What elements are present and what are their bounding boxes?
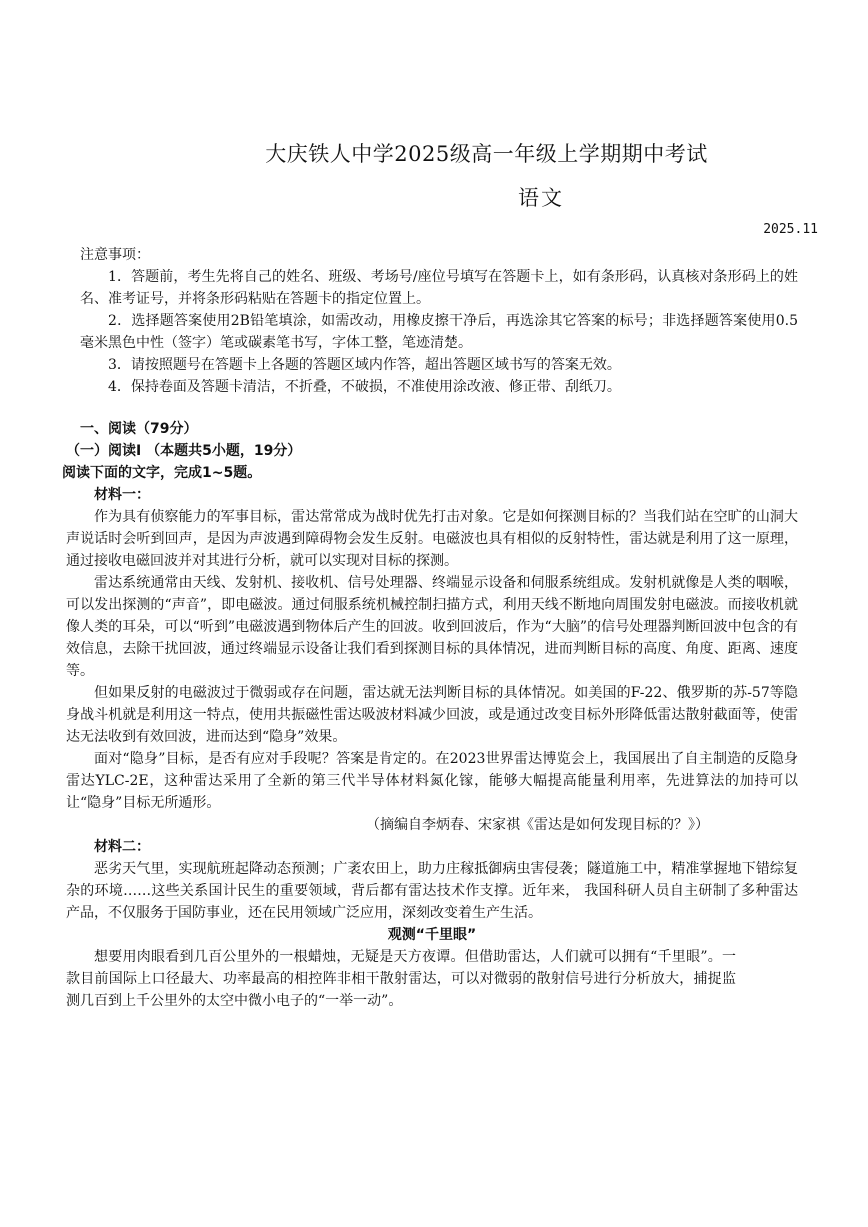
note-item: 1．答题前，考生先将自己的姓名、班级、考场号/座位号填写在答题卡上，如有条形码，认真核对条形码上的姓名、准考证号，并将条形码粘贴在答题卡的指定位置上。 bbox=[80, 269, 798, 307]
exam-body bbox=[62, 244, 798, 1012]
reading-instruction: 阅读下面的文字，完成1~5题。 bbox=[62, 465, 262, 481]
exam-date: 2025.11 bbox=[763, 222, 818, 237]
notes-heading: 注意事项： bbox=[80, 247, 150, 263]
material2-paragraph: 恶劣天气里，实现航班起降动态预测；广袤农田上，助力庄稼抵御病虫害侵袭；隧道施工中，精准掌握地下错综复杂的环境……这些关系国计民生的重要领域，背后都有雷达技术作支撑。近年来， 我国科研人员自主研制了多种雷达产品，不仅服务于国防事业，还在民用领域广泛应用，深刻改变着生产生活。 bbox=[66, 861, 798, 921]
material1-paragraph: 但如果反射的电磁波过于微弱或存在问题，雷达就无法判断目标的具体情况。如美国的F-22、俄罗斯的苏-57等隐身战斗机就是利用这一特点，使用共振磁性雷达吸波材料减少回波，或是通过改变目标外形降低雷达散射截面等，使雷达无法收到有效回波，进而达到“隐身”效果。 bbox=[66, 685, 798, 745]
note-item: 4．保持卷面及答题卡清洁，不折叠，不破损，不准使用涂改液、修正带、刮纸刀。 bbox=[108, 379, 621, 395]
section-part1: 一、阅读（79分） bbox=[80, 421, 198, 437]
note-item: 3．请按照题号在答题卡上各题的答题区域内作答，超出答题区域书写的答案无效。 bbox=[108, 357, 621, 373]
material2-subheading: 观测“千里眼” bbox=[387, 927, 477, 943]
note-item: 2．选择题答案使用2B铅笔填涂，如需改动，用橡皮擦干净后，再选涂其它答案的标号；非选择题答案使用0.5毫米黑色中性（签字）笔或碳素笔书写，字体工整，笔迹清楚。 bbox=[80, 313, 798, 351]
material1-paragraph: 面对“隐身”目标，是否有应对手段呢？答案是肯定的。在2023世界雷达博览会上，我国展出了自主制造的反隐身雷达YLC-2E，这种雷达采用了全新的第三代半导体材料氮化镓，能够大幅提高能量利用率，先进算法的加持可以让“隐身”目标无所遁形。 bbox=[66, 751, 798, 811]
material1-label: 材料一： bbox=[94, 487, 150, 503]
section-sub1: （一）阅读Ⅰ （本题共5小题，19分） bbox=[66, 443, 302, 459]
material1-paragraph: 作为具有侦察能力的军事目标，雷达常常成为战时优先打击对象。它是如何探测目标的？当我们站在空旷的山洞大声说话时会听到回声，是因为声波遇到障碍物会发生反射。电磁波也具有相似的反射特性，雷达就是利用了这一原理，通过接收电磁回波并对其进行分析，就可以实现对目标的探测。 bbox=[66, 509, 798, 569]
exam-title: 大庆铁人中学2025级高一年级上学期期中考试 bbox=[265, 142, 708, 166]
material2-label: 材料二： bbox=[94, 839, 150, 855]
material1-source: （摘编自李炳春、宋家祺《雷达是如何发现目标的？》） bbox=[366, 817, 709, 833]
subject-title: 语文 bbox=[518, 186, 564, 210]
material1-paragraph: 雷达系统通常由天线、发射机、接收机、信号处理器、终端显示设备和伺服系统组成。发射机就像是人类的咽喉，可以发出探测的“声音”，即电磁波。通过伺服系统机械控制扫描方式，利用天线不断地向周围发射电磁波。而接收机就像人类的耳朵，可以“听到”电磁波遇到物体后产生的回波。收到回波后，作为“大脑”的信号处理器判断回波中包含的有效信息，去除干扰回波，通过终端显示设备让我们看到探测目标的具体情况，进而判断目标的高度、角度、距离、速度等。 bbox=[66, 575, 798, 679]
material2-paragraph: 想要用肉眼看到几百公里外的一根蜡烛，无疑是天方夜谭。但借助雷达，人们就可以拥有“千里眼”。一款目前国际上口径最大、功率最高的相控阵非相干散射雷达，可以对微弱的散射信号进行分析放大，捕捉监测几百到上千公里外的太空中微小电子的“一举一动”。 bbox=[66, 949, 736, 1009]
